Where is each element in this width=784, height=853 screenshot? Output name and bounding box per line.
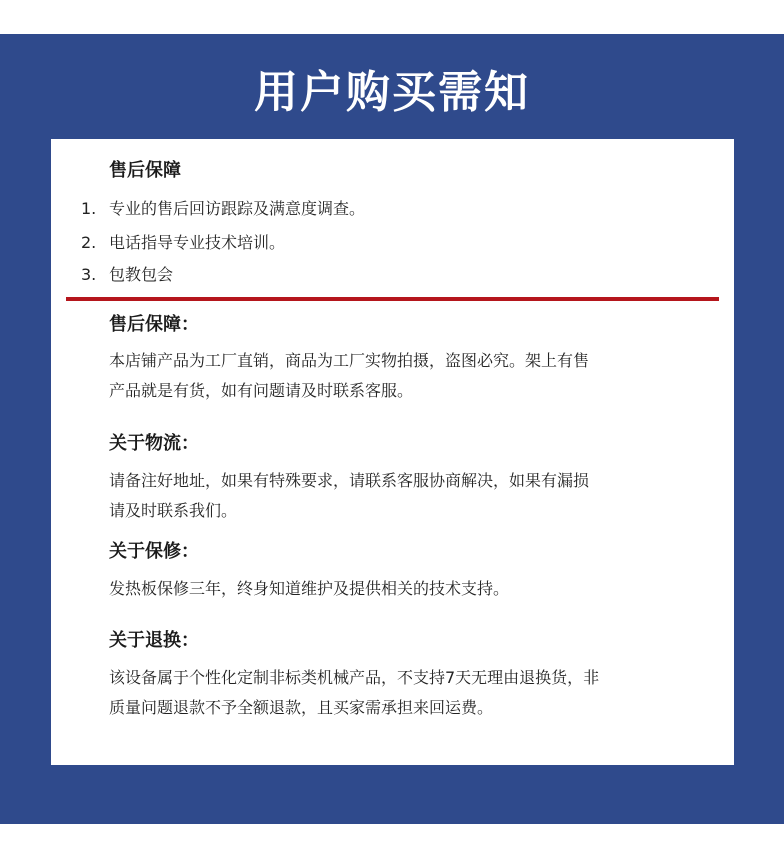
text-line: 产品就是有货，如有问题请及时联系客服。 [109,381,414,400]
warranty-text [109,574,689,604]
red-divider [66,297,719,301]
logistics-text [109,466,689,526]
returns-text [109,663,689,723]
text-line: 发热板保修三年，终身知道维护及提供相关的技术支持。 [109,579,510,598]
list-item-number: 1. [81,199,97,218]
after-sales-heading: 售后保障 [109,160,181,181]
list-item [81,263,173,287]
list-item-number: 3. [81,265,97,284]
list-item-text: 包教包会 [109,265,174,284]
text-line: 请备注好地址，如果有特殊要求，请联系客服协商解决，如果有漏损 [109,471,590,490]
text-line: 质量问题退款不予全额退款，且买家需承担来回运费。 [109,698,494,717]
after-sales-guarantee-text [109,346,689,406]
list-item-text: 专业的售后回访跟踪及满意度调查。 [109,199,366,218]
text-line: 本店铺产品为工厂直销，商品为工厂实物拍摄，盗图必究。架上有售 [109,351,590,370]
returns-heading: 关于退换： [109,630,199,651]
notice-card [51,139,734,765]
list-item [81,197,365,221]
after-sales-guarantee-heading: 售后保障： [109,314,199,335]
logistics-heading: 关于物流： [109,433,199,454]
text-line: 请及时联系我们。 [109,501,238,520]
text-line: 该设备属于个性化定制非标类机械产品，不支持7天无理由退换货，非 [109,668,600,687]
list-item [81,231,285,255]
page-title: 用户购买需知 [254,67,530,118]
warranty-heading: 关于保修： [109,541,199,562]
list-item-text: 电话指导专业技术培训。 [109,233,286,252]
list-item-number: 2. [81,233,97,252]
